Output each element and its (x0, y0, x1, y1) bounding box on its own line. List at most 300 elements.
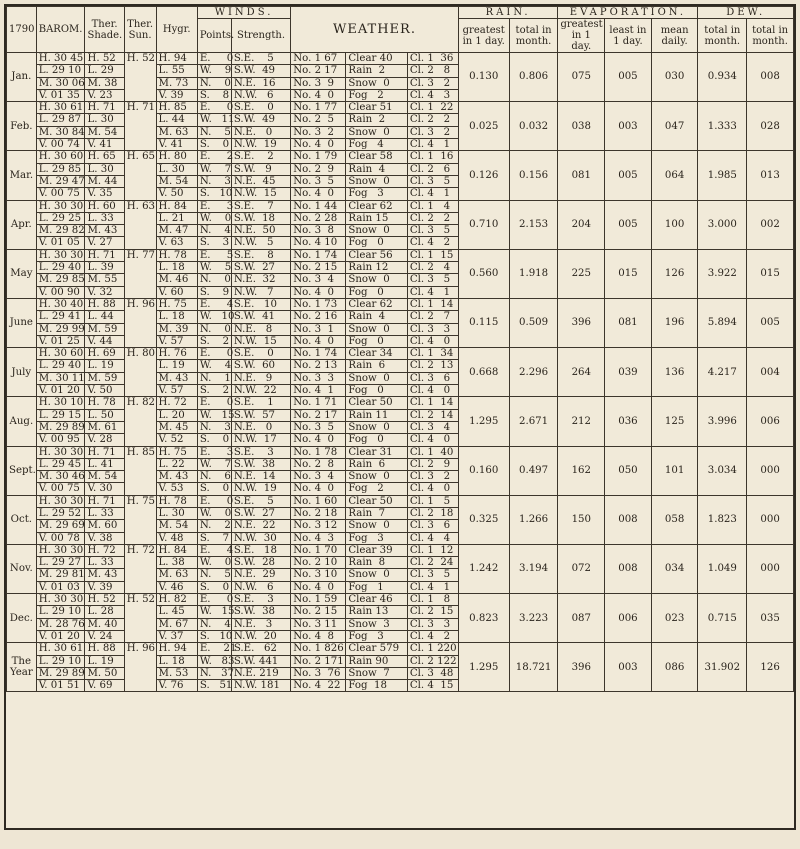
cell-clouds: Cl. 1 8 (407, 594, 458, 606)
cell-wind-points: E. 4 (197, 298, 231, 310)
cell-hygr: V. 60 (156, 286, 197, 298)
dew-total2-value: 013 (747, 151, 794, 200)
rain-greatest-value: 0.325 (458, 495, 509, 544)
cell-wind-strength: S.W. 38 (231, 606, 290, 618)
cell-strength-count: No. 4 0 (291, 89, 346, 101)
table-row (7, 200, 794, 212)
table-row (7, 53, 794, 65)
cell-wind-points: S. 0 (197, 483, 231, 495)
cell-strength-count: No. 3 76 (291, 667, 346, 679)
cell-ther-shade: H. 72 (85, 544, 124, 556)
cell-hygr: H. 72 (156, 397, 197, 409)
cell-clouds: Cl. 2 7 (407, 311, 458, 323)
cell-ther-shade: H. 52 (85, 53, 124, 65)
table-body (7, 53, 794, 692)
cell-clouds: Cl. 3 5 (407, 225, 458, 237)
cell-weather: Fog 2 (346, 89, 408, 101)
cell-wind-points: E. 0 (197, 53, 231, 65)
cell-clouds: Cl. 1 16 (407, 151, 458, 163)
weather-header: WEATHER. (291, 7, 459, 53)
cell-barom: L. 29 41 (36, 311, 85, 323)
rain-total-value: 18.721 (509, 643, 558, 692)
cell-hygr: V. 50 (156, 188, 197, 200)
dew-total2-value: 126 (747, 643, 794, 692)
cell-ther-shade: L. 44 (85, 311, 124, 323)
cell-weather: Fog 0 (346, 434, 408, 446)
cell-weather: Snow 0 (346, 126, 408, 138)
cell-weather: Clear 579 (346, 643, 408, 655)
cell-ther-shade: H. 88 (85, 643, 124, 655)
cell-weather: Fog 3 (346, 532, 408, 544)
table-row (7, 249, 794, 261)
cell-wind-strength: S.W. 41 (231, 311, 290, 323)
cell-weather: Clear 62 (346, 298, 408, 310)
cell-wind-points: W. 0 (197, 507, 231, 519)
cell-ther-shade: M. 40 (85, 618, 124, 630)
cell-weather: Clear 31 (346, 446, 408, 458)
table-row (7, 495, 794, 507)
cell-barom: V. 00 95 (36, 434, 85, 446)
cell-wind-strength: S.E. 1 (231, 397, 290, 409)
cell-barom: V. 00 75 (36, 188, 85, 200)
cell-barom: H. 30 60 (36, 348, 85, 360)
cell-wind-strength: N.W. 5 (231, 237, 290, 249)
cell-strength-count: No. 2 18 (291, 507, 346, 519)
cell-ther-shade: V. 38 (85, 532, 124, 544)
cell-weather: Fog 1 (346, 581, 408, 593)
dew-total2-value: 006 (747, 397, 794, 446)
cell-wind-points: N. 4 (197, 618, 231, 630)
cell-barom: L. 29 27 (36, 557, 85, 569)
cell-wind-strength: S.E. 0 (231, 348, 290, 360)
cell-weather: Snow 0 (346, 569, 408, 581)
dew-total-value: 1.333 (698, 102, 747, 151)
rain-total-value: 3.194 (509, 544, 558, 593)
cell-strength-count: No. 1 73 (291, 298, 346, 310)
cell-wind-points: N. 5 (197, 569, 231, 581)
table-row (7, 348, 794, 360)
cell-weather: Rain 13 (346, 606, 408, 618)
cell-barom: H. 30 30 (36, 495, 85, 507)
dew-total-value: 5.894 (698, 298, 747, 347)
cell-wind-points: S. 8 (197, 89, 231, 101)
cell-wind-points: N. 6 (197, 471, 231, 483)
cell-wind-strength: N.E. 0 (231, 126, 290, 138)
month-label: Jan. (7, 53, 37, 102)
month-label: Aug. (7, 397, 37, 446)
cell-clouds: Cl. 3 6 (407, 372, 458, 384)
cell-hygr: V. 57 (156, 335, 197, 347)
cell-strength-count: No. 2 171 (291, 655, 346, 667)
cell-hygr: M. 39 (156, 323, 197, 335)
table-row (7, 298, 794, 310)
cell-ther-shade: L. 39 (85, 262, 124, 274)
evap-least-header: least in 1 day. (605, 19, 652, 53)
cell-hygr: M. 63 (156, 126, 197, 138)
evap-least-value: 003 (605, 102, 652, 151)
cell-weather: Clear 51 (346, 102, 408, 114)
cell-wind-points: E. 5 (197, 249, 231, 261)
dew-total-value: 0.715 (698, 594, 747, 643)
cell-wind-points: N. 0 (197, 77, 231, 89)
cell-strength-count: No. 3 8 (291, 225, 346, 237)
cell-hygr: V. 52 (156, 434, 197, 446)
month-label: Apr. (7, 200, 37, 249)
rain-greatest-value: 0.025 (458, 102, 509, 151)
dew-total-header: total in month. (698, 19, 747, 53)
cell-weather: Rain 12 (346, 262, 408, 274)
cell-hygr: H. 75 (156, 298, 197, 310)
cell-strength-count: No. 2 5 (291, 114, 346, 126)
cell-strength-count: No. 3 11 (291, 618, 346, 630)
cell-ther-sun: H. 85 (124, 446, 156, 495)
cell-strength-count: No. 4 22 (291, 680, 346, 692)
cell-ther-shade: V. 50 (85, 385, 124, 397)
cell-clouds: Cl. 3 48 (407, 667, 458, 679)
cell-wind-points: E. 3 (197, 446, 231, 458)
cell-weather: Fog 3 (346, 188, 408, 200)
cell-weather: Clear 46 (346, 594, 408, 606)
cell-ther-shade: M. 44 (85, 175, 124, 187)
cell-barom: V. 01 03 (36, 581, 85, 593)
cell-clouds: Cl. 4 0 (407, 483, 458, 495)
cell-wind-strength: N.E. 9 (231, 372, 290, 384)
cell-wind-points: S. 10 (197, 188, 231, 200)
cell-clouds: Cl. 4 1 (407, 139, 458, 151)
cell-clouds: Cl. 1 12 (407, 544, 458, 556)
cell-hygr: H. 94 (156, 643, 197, 655)
cell-hygr: V. 63 (156, 237, 197, 249)
cell-clouds: Cl. 1 34 (407, 348, 458, 360)
cell-hygr: M. 54 (156, 520, 197, 532)
cell-barom: L. 29 10 (36, 606, 85, 618)
cell-hygr: M. 47 (156, 225, 197, 237)
cell-clouds: Cl. 2 18 (407, 507, 458, 519)
cell-strength-count: No. 4 0 (291, 434, 346, 446)
dew-total2-value: 015 (747, 249, 794, 298)
evap-mean-value: 047 (651, 102, 698, 151)
cell-weather: Clear 50 (346, 397, 408, 409)
cell-ther-shade: V. 44 (85, 335, 124, 347)
evap-mean-value: 101 (651, 446, 698, 495)
cell-weather: Snow 0 (346, 471, 408, 483)
cell-hygr: V. 39 (156, 89, 197, 101)
cell-clouds: Cl. 1 22 (407, 102, 458, 114)
cell-clouds: Cl. 1 220 (407, 643, 458, 655)
weather-register-table (6, 6, 794, 692)
evap-greatest-value: 072 (558, 544, 605, 593)
table-row (7, 102, 794, 114)
cell-wind-strength: N.W. 17 (231, 434, 290, 446)
cell-ther-shade: M. 61 (85, 421, 124, 433)
cell-hygr: H. 82 (156, 594, 197, 606)
cell-barom: H. 30 30 (36, 446, 85, 458)
month-label: Feb. (7, 102, 37, 151)
cell-wind-points: S. 3 (197, 237, 231, 249)
dew-total2-value: 000 (747, 495, 794, 544)
rain-greatest-value: 0.130 (458, 53, 509, 102)
cell-ther-sun: H. 52 (124, 594, 156, 643)
cell-hygr: L. 19 (156, 360, 197, 372)
cell-weather: Clear 62 (346, 200, 408, 212)
cell-wind-strength: N.W. 7 (231, 286, 290, 298)
cell-weather: Rain 15 (346, 212, 408, 224)
cell-wind-strength: S.E. 7 (231, 200, 290, 212)
ther-shade-header: Ther. Shade. (85, 7, 124, 53)
cell-strength-count: No. 4 0 (291, 139, 346, 151)
cell-clouds: Cl. 1 14 (407, 298, 458, 310)
cell-wind-points: S. 10 (197, 630, 231, 642)
cell-wind-strength: N.E. 16 (231, 77, 290, 89)
cell-ther-shade: V. 35 (85, 188, 124, 200)
cell-hygr: H. 78 (156, 495, 197, 507)
cell-weather: Fog 0 (346, 335, 408, 347)
cell-wind-strength: S.W. 18 (231, 212, 290, 224)
cell-wind-points: E. 0 (197, 348, 231, 360)
cell-wind-strength: S.E. 5 (231, 53, 290, 65)
cell-clouds: Cl. 2 15 (407, 606, 458, 618)
cell-barom: H. 30 30 (36, 594, 85, 606)
evap-greatest-value: 212 (558, 397, 605, 446)
dew-total-value: 0.934 (698, 53, 747, 102)
cell-wind-strength: S.E. 0 (231, 102, 290, 114)
cell-hygr: L. 18 (156, 262, 197, 274)
cell-wind-strength: N.E. 14 (231, 471, 290, 483)
cell-wind-strength: S.E. 8 (231, 249, 290, 261)
cell-strength-count: No. 1 67 (291, 53, 346, 65)
cell-barom: V. 00 78 (36, 532, 85, 544)
evap-greatest-value: 204 (558, 200, 605, 249)
cell-hygr: M. 67 (156, 618, 197, 630)
cell-ther-shade: H. 60 (85, 200, 124, 212)
cell-ther-shade: M. 60 (85, 520, 124, 532)
cell-wind-points: N. 3 (197, 175, 231, 187)
cell-ther-sun: H. 82 (124, 397, 156, 446)
cell-ther-shade: M. 50 (85, 667, 124, 679)
month-label: May (7, 249, 37, 298)
cell-strength-count: No. 2 8 (291, 458, 346, 470)
evap-greatest-value: 087 (558, 594, 605, 643)
cell-hygr: M. 53 (156, 667, 197, 679)
cell-wind-strength: N.W. 19 (231, 139, 290, 151)
cell-ther-sun: H. 75 (124, 495, 156, 544)
cell-barom: H. 30 40 (36, 298, 85, 310)
table-row (7, 594, 794, 606)
cell-weather: Clear 58 (346, 151, 408, 163)
cell-strength-count: No. 4 0 (291, 483, 346, 495)
dew-total-value: 4.217 (698, 348, 747, 397)
cell-ther-shade: M. 43 (85, 569, 124, 581)
cell-ther-shade: L. 33 (85, 557, 124, 569)
rain-total-value: 2.671 (509, 397, 558, 446)
cell-hygr: M. 46 (156, 274, 197, 286)
cell-weather: Fog 0 (346, 237, 408, 249)
cell-weather: Snow 7 (346, 667, 408, 679)
cell-weather: Fog 0 (346, 385, 408, 397)
cell-wind-points: E. 0 (197, 594, 231, 606)
dew-total-value: 1.823 (698, 495, 747, 544)
ther-sun-header: Ther. Sun. (124, 7, 156, 53)
cell-strength-count: No. 1 70 (291, 544, 346, 556)
evap-mean-value: 126 (651, 249, 698, 298)
cell-barom: V. 01 20 (36, 385, 85, 397)
evap-least-value: 005 (605, 200, 652, 249)
table-row (7, 544, 794, 556)
cell-ther-shade: L. 50 (85, 409, 124, 421)
cell-weather: Snow 0 (346, 274, 408, 286)
evap-mean-value: 086 (651, 643, 698, 692)
evap-mean-value: 136 (651, 348, 698, 397)
cell-ther-shade: L. 33 (85, 507, 124, 519)
table-row (7, 446, 794, 458)
dew-total2-value: 028 (747, 102, 794, 151)
cell-ther-shade: V. 28 (85, 434, 124, 446)
evap-mean-value: 058 (651, 495, 698, 544)
month-label: July (7, 348, 37, 397)
cell-wind-strength: S.E. 18 (231, 544, 290, 556)
cell-clouds: Cl. 1 40 (407, 446, 458, 458)
cell-weather: Rain 4 (346, 311, 408, 323)
cell-clouds: Cl. 2 14 (407, 409, 458, 421)
cell-wind-strength: N.E. 32 (231, 274, 290, 286)
cell-barom: M. 29 89 (36, 421, 85, 433)
rain-greatest-value: 1.295 (458, 397, 509, 446)
cell-ther-shade: M. 59 (85, 323, 124, 335)
cell-barom: M. 29 89 (36, 667, 85, 679)
dew-total-value: 1.049 (698, 544, 747, 593)
cell-clouds: Cl. 4 2 (407, 237, 458, 249)
cell-wind-points: E. 4 (197, 544, 231, 556)
table-row (7, 397, 794, 409)
cell-wind-points: W. 11 (197, 114, 231, 126)
cell-wind-strength: N.E. 50 (231, 225, 290, 237)
cell-barom: M. 28 76 (36, 618, 85, 630)
cell-barom: V. 00 90 (36, 286, 85, 298)
cell-clouds: Cl. 2 24 (407, 557, 458, 569)
cell-hygr: L. 21 (156, 212, 197, 224)
dew-total-value: 3.996 (698, 397, 747, 446)
winds-points-header: Points. (197, 19, 231, 53)
evap-greatest-header: greatest in 1 day. (558, 19, 605, 53)
cell-wind-points: N. 0 (197, 323, 231, 335)
cell-wind-points: E. 0 (197, 495, 231, 507)
cell-strength-count: No. 3 9 (291, 77, 346, 89)
cell-hygr: L. 45 (156, 606, 197, 618)
evap-greatest-value: 075 (558, 53, 605, 102)
cell-wind-points: E. 21 (197, 643, 231, 655)
cell-strength-count: No. 3 4 (291, 471, 346, 483)
cell-strength-count: No. 2 17 (291, 65, 346, 77)
cell-weather: Clear 39 (346, 544, 408, 556)
cell-wind-strength: N.W. 15 (231, 188, 290, 200)
cell-weather: Snow 0 (346, 372, 408, 384)
cell-barom: V. 00 74 (36, 139, 85, 151)
cell-wind-points: S. 0 (197, 434, 231, 446)
cell-clouds: Cl. 2 2 (407, 114, 458, 126)
hygr-header: Hygr. (156, 7, 197, 53)
cell-clouds: Cl. 3 3 (407, 323, 458, 335)
cell-strength-count: No. 3 2 (291, 126, 346, 138)
cell-ther-shade: H. 88 (85, 298, 124, 310)
cell-barom: L. 29 40 (36, 360, 85, 372)
cell-hygr: H. 94 (156, 53, 197, 65)
cell-weather: Snow 0 (346, 77, 408, 89)
cell-barom: L. 29 87 (36, 114, 85, 126)
cell-clouds: Cl. 2 4 (407, 262, 458, 274)
cell-strength-count: No. 2 28 (291, 212, 346, 224)
evap-mean-value: 023 (651, 594, 698, 643)
rain-total-value: 3.223 (509, 594, 558, 643)
cell-wind-points: N. 3 (197, 421, 231, 433)
cell-wind-points: N. 5 (197, 126, 231, 138)
cell-clouds: Cl. 3 5 (407, 175, 458, 187)
cell-hygr: H. 85 (156, 102, 197, 114)
cell-ther-shade: L. 30 (85, 163, 124, 175)
cell-strength-count: No. 3 10 (291, 569, 346, 581)
cell-clouds: Cl. 2 6 (407, 163, 458, 175)
month-label: Dec. (7, 594, 37, 643)
cell-strength-count: No. 1 78 (291, 446, 346, 458)
cell-strength-count: No. 3 3 (291, 372, 346, 384)
month-label: Oct. (7, 495, 37, 544)
cell-ther-shade: M. 54 (85, 126, 124, 138)
cell-strength-count: No. 2 9 (291, 163, 346, 175)
evap-mean-value: 034 (651, 544, 698, 593)
dew-total2-value: 000 (747, 446, 794, 495)
cell-barom: H. 30 30 (36, 200, 85, 212)
cell-clouds: Cl. 3 2 (407, 126, 458, 138)
evap-mean-header: mean daily. (651, 19, 698, 53)
cell-clouds: Cl. 3 6 (407, 520, 458, 532)
cell-ther-shade: L. 33 (85, 212, 124, 224)
evap-least-value: 008 (605, 544, 652, 593)
cell-barom: V. 01 20 (36, 630, 85, 642)
cell-strength-count: No. 1 74 (291, 249, 346, 261)
cell-hygr: V. 46 (156, 581, 197, 593)
cell-wind-points: S. 0 (197, 139, 231, 151)
cell-weather: Snow 0 (346, 520, 408, 532)
cell-clouds: Cl. 3 2 (407, 471, 458, 483)
rain-greatest-value: 1.242 (458, 544, 509, 593)
evap-least-value: 005 (605, 151, 652, 200)
cell-wind-strength: S.E. 62 (231, 643, 290, 655)
evap-least-value: 003 (605, 643, 652, 692)
cell-wind-points: N. 1 (197, 372, 231, 384)
cell-wind-points: S. 2 (197, 335, 231, 347)
cell-strength-count: No. 2 16 (291, 311, 346, 323)
cell-weather: Snow 0 (346, 225, 408, 237)
cell-ther-sun: H. 65 (124, 151, 156, 200)
cell-wind-strength: N.W. 181 (231, 680, 290, 692)
dew-total-value: 3.922 (698, 249, 747, 298)
cell-hygr: V. 41 (156, 139, 197, 151)
evaporation-header: EVAPORATION. (558, 7, 698, 19)
cell-wind-points: W. 83 (197, 655, 231, 667)
cell-wind-points: W. 10 (197, 311, 231, 323)
cell-barom: V. 00 75 (36, 483, 85, 495)
evap-least-value: 008 (605, 495, 652, 544)
cell-strength-count: No. 4 0 (291, 335, 346, 347)
evap-least-value: 081 (605, 298, 652, 347)
rain-total-value: 0.806 (509, 53, 558, 102)
rain-greatest-value: 1.295 (458, 643, 509, 692)
cell-hygr: V. 53 (156, 483, 197, 495)
cell-wind-strength: S.W. 28 (231, 557, 290, 569)
cell-strength-count: No. 1 826 (291, 643, 346, 655)
cell-weather: Fog 18 (346, 680, 408, 692)
cell-weather: Snow 3 (346, 618, 408, 630)
cell-wind-strength: S.E. 10 (231, 298, 290, 310)
